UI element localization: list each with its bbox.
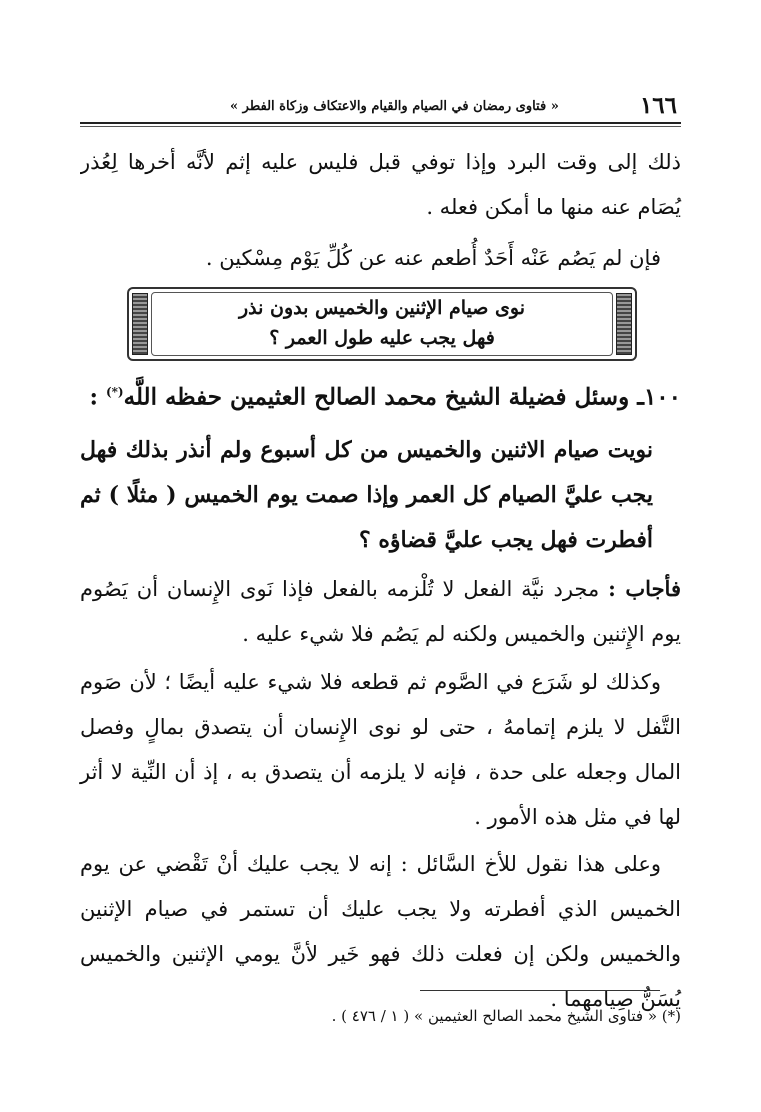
banner-frame [151, 292, 613, 356]
banner-title-line-2: فهل يجب عليه طول العمر ؟ [269, 327, 495, 349]
page-number: ١٦٦ [639, 92, 677, 119]
fatwa-title-banner [127, 287, 637, 361]
header-rule-thin [80, 126, 681, 127]
answer-paragraph-1-text: مجرد نيَّة الفعل لا تُلْزمه بالفعل فإذا نَوى الإِنسان أن يَصُوم يوم الإِثنين والخميس ولكنه لم يَصُم فلا شيء عليه . [80, 577, 681, 646]
footnote-marker: (*) [105, 385, 124, 399]
answer-paragraph-2: وكذلك لو شَرَع في الصَّوم ثم قطعه فلا شيء عليه أيضًا ؛ لأن صَوم التَّفل لا يلزم إتمامهُ ، حتى لو نوى الإِنسان أن يتصدق بمالٍ وفصل المال وجعله على حدة ، فإنه لا يلزمه أن يتصدق به ، إذ أن النِّية لا أثر لها في مثل هذه الأمور . [80, 670, 681, 829]
banner-ornament-left [132, 293, 148, 355]
banner-ornament-right [616, 293, 632, 355]
question-heading-colon: : [89, 383, 106, 411]
answer-paragraph-3: وعلى هذا نقول للأخ السَّائل : إنه لا يجب عليك أنْ تَقْضي عن يوم الخميس الذي أفطرته ولا يجب عليك أن تستمر في صيام الإثنين والخميس ولكن إن فعلت ذلك فهو خَير لأنَّ يومي الإثنين والخميس يُسَنُّ صِيامهما . [80, 852, 681, 1011]
page-header [80, 92, 681, 120]
intro-line-1: ذلك إلى وقت البرد وإذا توفي قبل فليس عليه إثم لأنَّه أخرها لِعُذر [80, 150, 681, 174]
question-heading-text: ١٠٠ـ وسئل فضيلة الشيخ محمد الصالح العثيمين حفظه اللَّه [123, 383, 681, 411]
footnote: (*) « فتاوى الشيخ محمد الصالح العثيمين » ( ١ / ٤٧٦ ) . [331, 1007, 681, 1025]
question-text: نويت صيام الاثنين والخميس من كل أسبوع ولم أنذر بذلك فهل يجب عليَّ الصيام كل العمر وإذا صمت يوم الخميس ( مثلًا ) ثم أفطرت فهل يجب عليَّ قضاؤه ؟ [80, 437, 653, 553]
running-title: « فتاوى رمضان في الصيام والقيام والاعتكاف وزكاة الفطر » [230, 99, 559, 114]
footnote-rule [420, 990, 660, 991]
banner-title-line-1: نوى صيام الإثنين والخميس بدون نذر [238, 297, 526, 319]
intro-line-2: يُصَام عنه منها ما أمكن فعله . [426, 195, 681, 219]
header-rule [80, 122, 681, 124]
question-heading [80, 370, 681, 420]
answer-label: فأجاب : [608, 576, 681, 601]
answer-paragraph-1 [80, 566, 681, 657]
intro-line-3: فإن لم يَصُم عَنْه أَحَدٌ أُطعم عنه عن كُلِّ يَوْم مِسْكين . [205, 246, 661, 270]
